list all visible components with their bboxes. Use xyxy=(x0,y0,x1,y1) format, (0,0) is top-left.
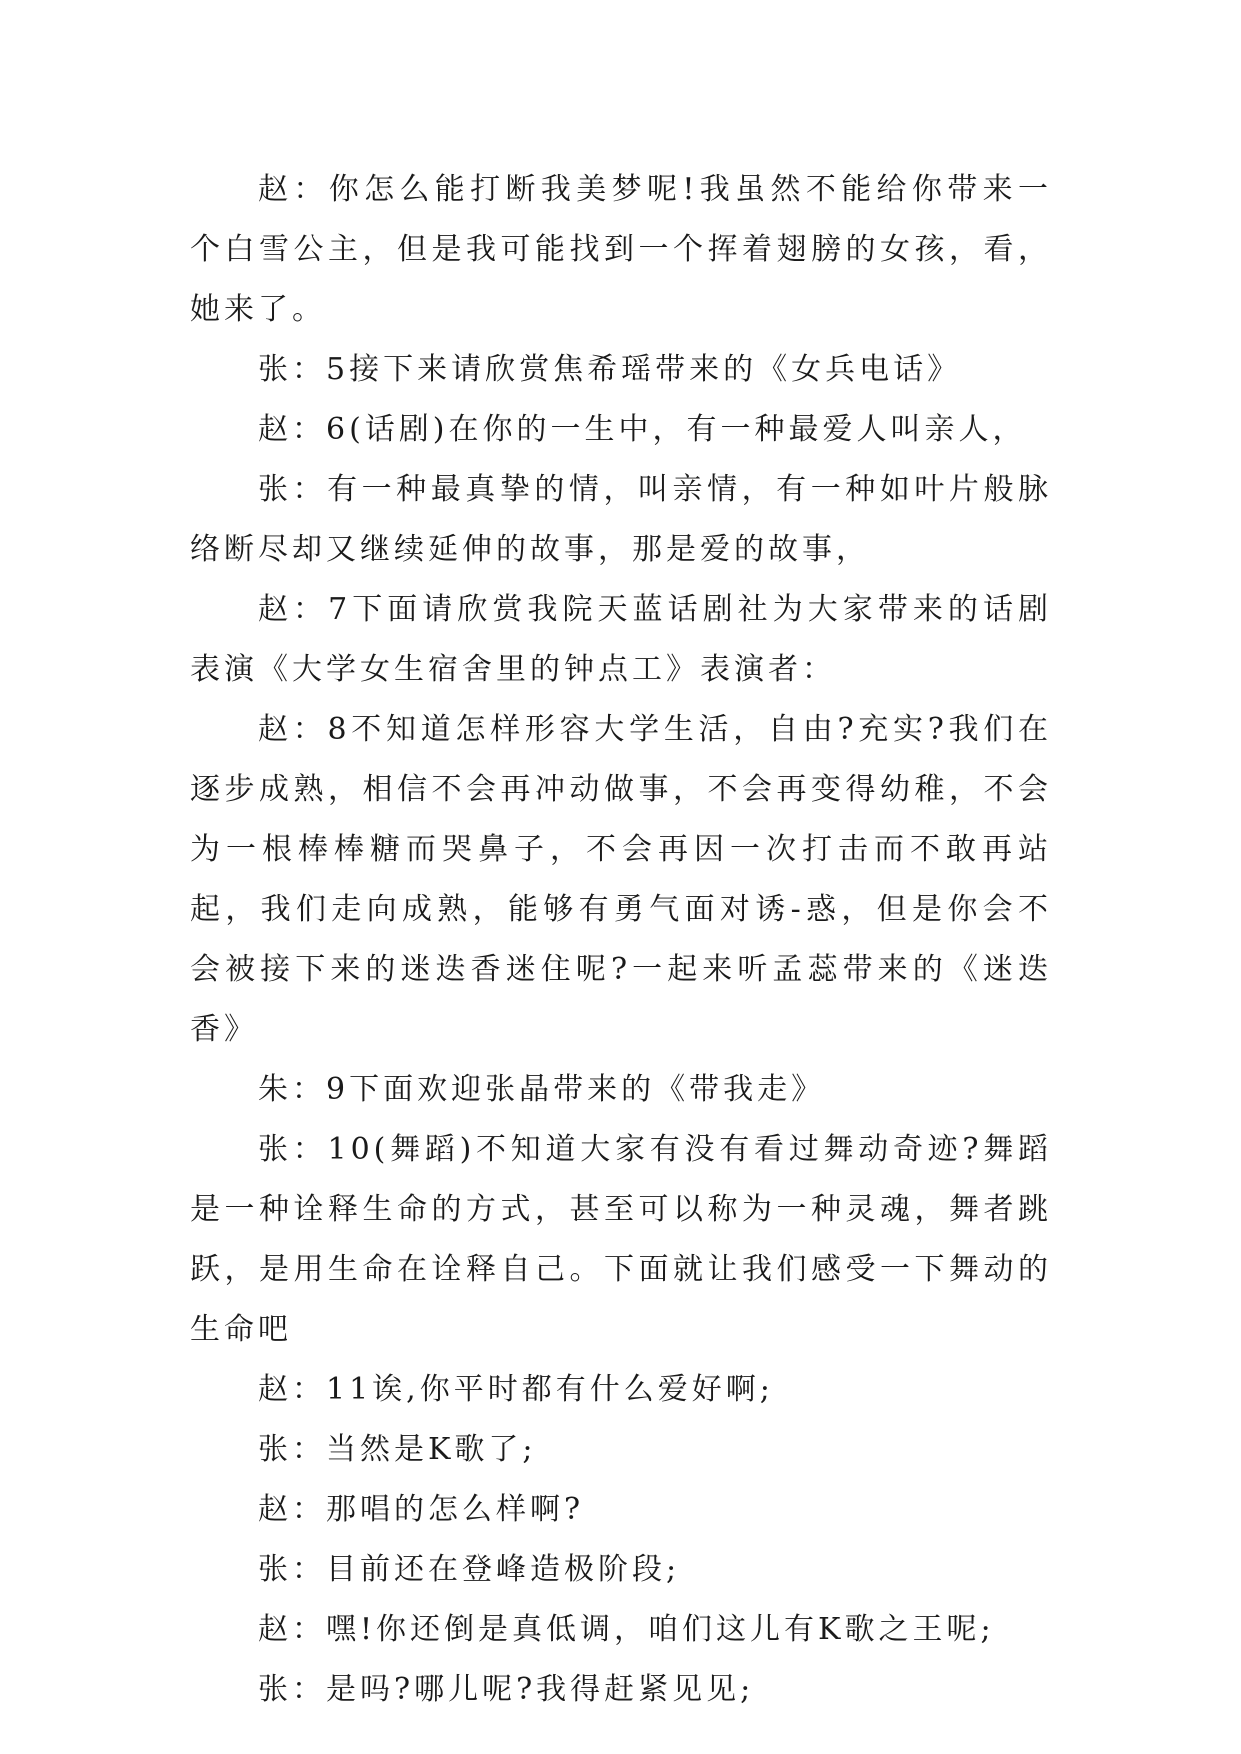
dialogue-paragraph: 张：当然是K歌了; xyxy=(258,1432,537,1467)
dialogue-paragraph: 赵：8不知道怎样形容大学生活，自由?充实?我们在逐步成熟，相信不会再冲动做事，不会再变得幼稚，不会为一根棒棒糖而哭鼻子，不会再因一次打击而不敢再站起，我们走向成熟，能够有勇气面对诱-惑，但是你会不会被接下来的迷迭香迷住呢?一起来听孟蕊带来的《迷迭香》 xyxy=(190,712,1052,1047)
dialogue-paragraph: 赵：嘿!你还倒是真低调，咱们这儿有K歌之王呢; xyxy=(258,1612,995,1647)
dialogue-paragraph: 张：目前还在登峰造极阶段; xyxy=(258,1552,681,1587)
dialogue-paragraph: 张：有一种最真挚的情，叫亲情，有一种如叶片般脉络断尽却又继续延伸的故事，那是爱的故事， xyxy=(190,472,1052,567)
dialogue-paragraph: 赵：那唱的怎么样啊? xyxy=(258,1492,585,1527)
dialogue-paragraph: 张：10(舞蹈)不知道大家有没有看过舞动奇迹?舞蹈是一种诠释生命的方式，甚至可以称为一种灵魂，舞者跳跃，是用生命在诠释自己。下面就让我们感受一下舞动的生命吧 xyxy=(190,1132,1052,1347)
document-body xyxy=(190,160,1052,1720)
dialogue-paragraph: 朱：9下面欢迎张晶带来的《带我走》 xyxy=(258,1072,826,1107)
dialogue-paragraph: 张：5接下来请欣赏焦希瑶带来的《女兵电话》 xyxy=(258,352,962,387)
dialogue-paragraph: 张：是吗?哪儿呢?我得赶紧见见; xyxy=(258,1672,755,1707)
dialogue-paragraph: 赵：11诶,你平时都有什么爱好啊; xyxy=(258,1372,774,1407)
dialogue-paragraph: 赵：7下面请欣赏我院天蓝话剧社为大家带来的话剧表演《大学女生宿舍里的钟点工》表演者： xyxy=(190,592,1052,687)
dialogue-paragraph: 赵：你怎么能打断我美梦呢!我虽然不能给你带来一个白雪公主，但是我可能找到一个挥着翅膀的女孩，看，她来了。 xyxy=(190,172,1052,327)
dialogue-paragraph: 赵：6(话剧)在你的一生中，有一种最爱人叫亲人， xyxy=(258,412,1027,447)
